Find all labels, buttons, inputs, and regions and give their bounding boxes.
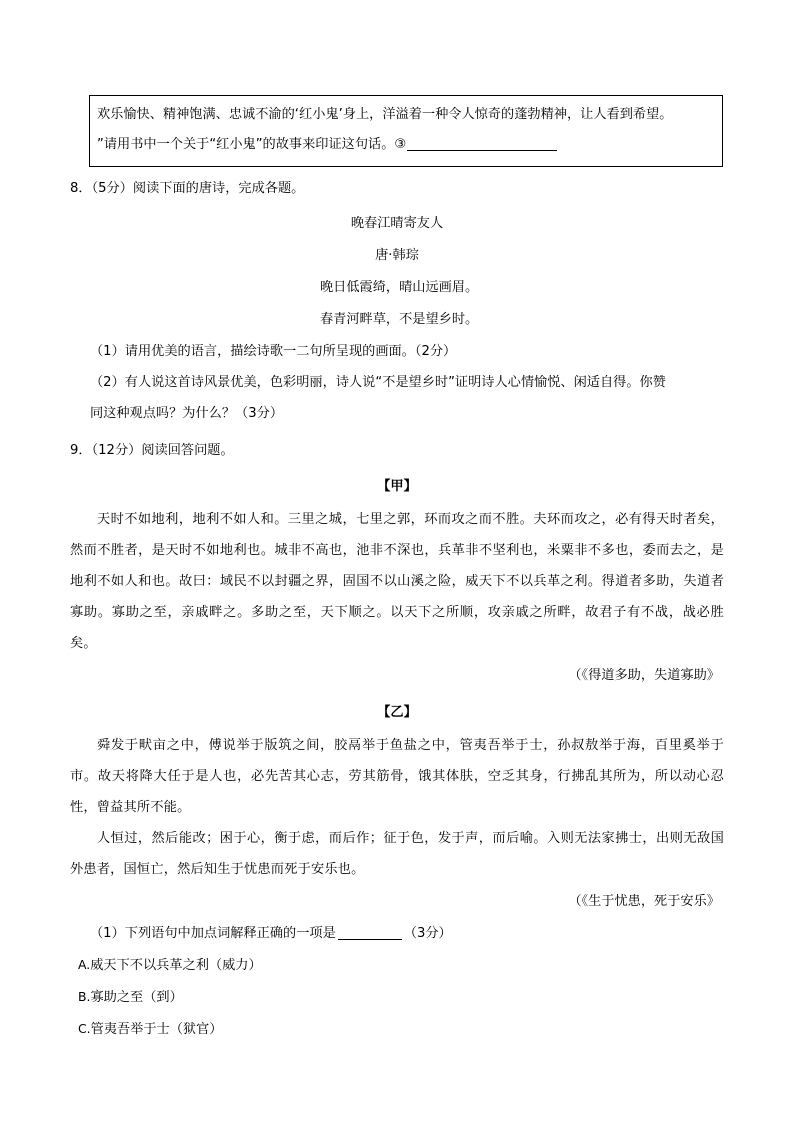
- question-9-sub-1-suffix: （3分）: [403, 926, 452, 941]
- question-8-sub-2-line-2: 同这种观点吗？为什么？（3分）: [90, 406, 284, 421]
- document-body: [70, 95, 724, 1045]
- question-8-sub-1: （1）请用优美的语言，描绘诗歌一二句所呈现的画面。（2分）: [90, 344, 457, 359]
- option-b[interactable]: [70, 981, 724, 1013]
- poem-line-2: 春青河畔草，不是望乡时。: [320, 312, 479, 327]
- poem-line-1: 晚日低霞绮，晴山远画眉。: [320, 280, 479, 295]
- answer-blank-choice[interactable]: [338, 939, 402, 940]
- passage-yi-heading: 【乙】: [377, 705, 417, 720]
- passage-yi-body-1: 舜发于畎亩之中，傅说举于版筑之间，胶鬲举于鱼盐之中，管夷吾举于士，孙叔敖举于海，百里奚举于市。故天将降大任于是人也，必先苦其心志，劳其筋骨，饿其体肤，空乏其身，行拂乱其所为，所以动心忍性，曾益其所不能。: [70, 738, 724, 815]
- question-9-sub-1-prefix: （1）下列语句中加点词解释正确的一项是: [90, 926, 336, 941]
- question-8-sub-2: [70, 367, 724, 429]
- boxed-quote-line-1: 欢乐愉快、精神饱满、忠诚不渝的‘红小鬼’身上，洋溢着一种令人惊奇的蓬勃精神，让人看到希望。: [97, 107, 673, 122]
- option-b-letter: B.: [78, 989, 91, 1004]
- question-8-sub-2-line-1: （2）有人说这首诗风景优美，色彩明丽，诗人说“不是望乡时”证明诗人心情愉悦、闲适自得。你赞: [90, 375, 666, 390]
- passage-yi-body-2: 人恒过，然后能改；困于心，衡于虑，而后作；征于色，发于声，而后喻。入则无法家拂士，出则无敌国外患者，国恒亡，然后知生于忧患而死于安乐也。: [70, 831, 724, 877]
- passage-jia-body: 天时不如地利，地利不如人和。三里之城，七里之郭，环而攻之而不胜。夫环而攻之，必有得天时者矣，然而不胜者，是天时不如地利也。城非不高也，池非不深也，兵革非不坚利也，米粟非不多也，委而去之，是地利不如人和也。故曰：域民不以封疆之界，固国不以山溪之险，威天下不以兵革之利。得道者多助，失道者寡助。寡助之至，亲戚畔之。多助之至，天下顺之。以天下之所顺，攻亲戚之所畔，故君子有不战，战必胜矣。: [70, 512, 724, 651]
- poem-block: [70, 208, 724, 336]
- boxed-quote-line-2: [97, 130, 715, 160]
- passage-yi-citation: （《生于忧患，死于安乐》: [568, 894, 720, 909]
- question-8-stem: 8．（5分）阅读下面的唐诗，完成各题。: [70, 181, 305, 196]
- question-9-sub-1: [70, 918, 724, 949]
- option-a-letter: A.: [78, 957, 91, 972]
- question-9-stem: 9．（12分）阅读回答问题。: [70, 443, 234, 458]
- option-c[interactable]: [70, 1013, 724, 1045]
- option-b-text: 寡助之至（到）: [90, 990, 183, 1005]
- option-a-text: 威天下不以兵革之利（威力）: [90, 958, 262, 973]
- answer-blank-3[interactable]: [407, 150, 557, 151]
- poem-author: 唐·韩琮: [375, 248, 419, 263]
- passage-jia-citation: （《得道多助，失道寡助》: [568, 668, 720, 683]
- option-c-letter: C.: [78, 1021, 91, 1036]
- boxed-quote: [89, 95, 723, 167]
- boxed-quote-line-2-text: ”请用书中一个关于“红小鬼”的故事来印证这句话。③: [97, 137, 407, 152]
- option-a[interactable]: [70, 949, 724, 981]
- poem-title: 晚春江晴寄友人: [350, 216, 444, 231]
- passage-jia-heading: 【甲】: [377, 479, 417, 494]
- option-c-text: 管夷吾举于士（狱官）: [90, 1022, 223, 1037]
